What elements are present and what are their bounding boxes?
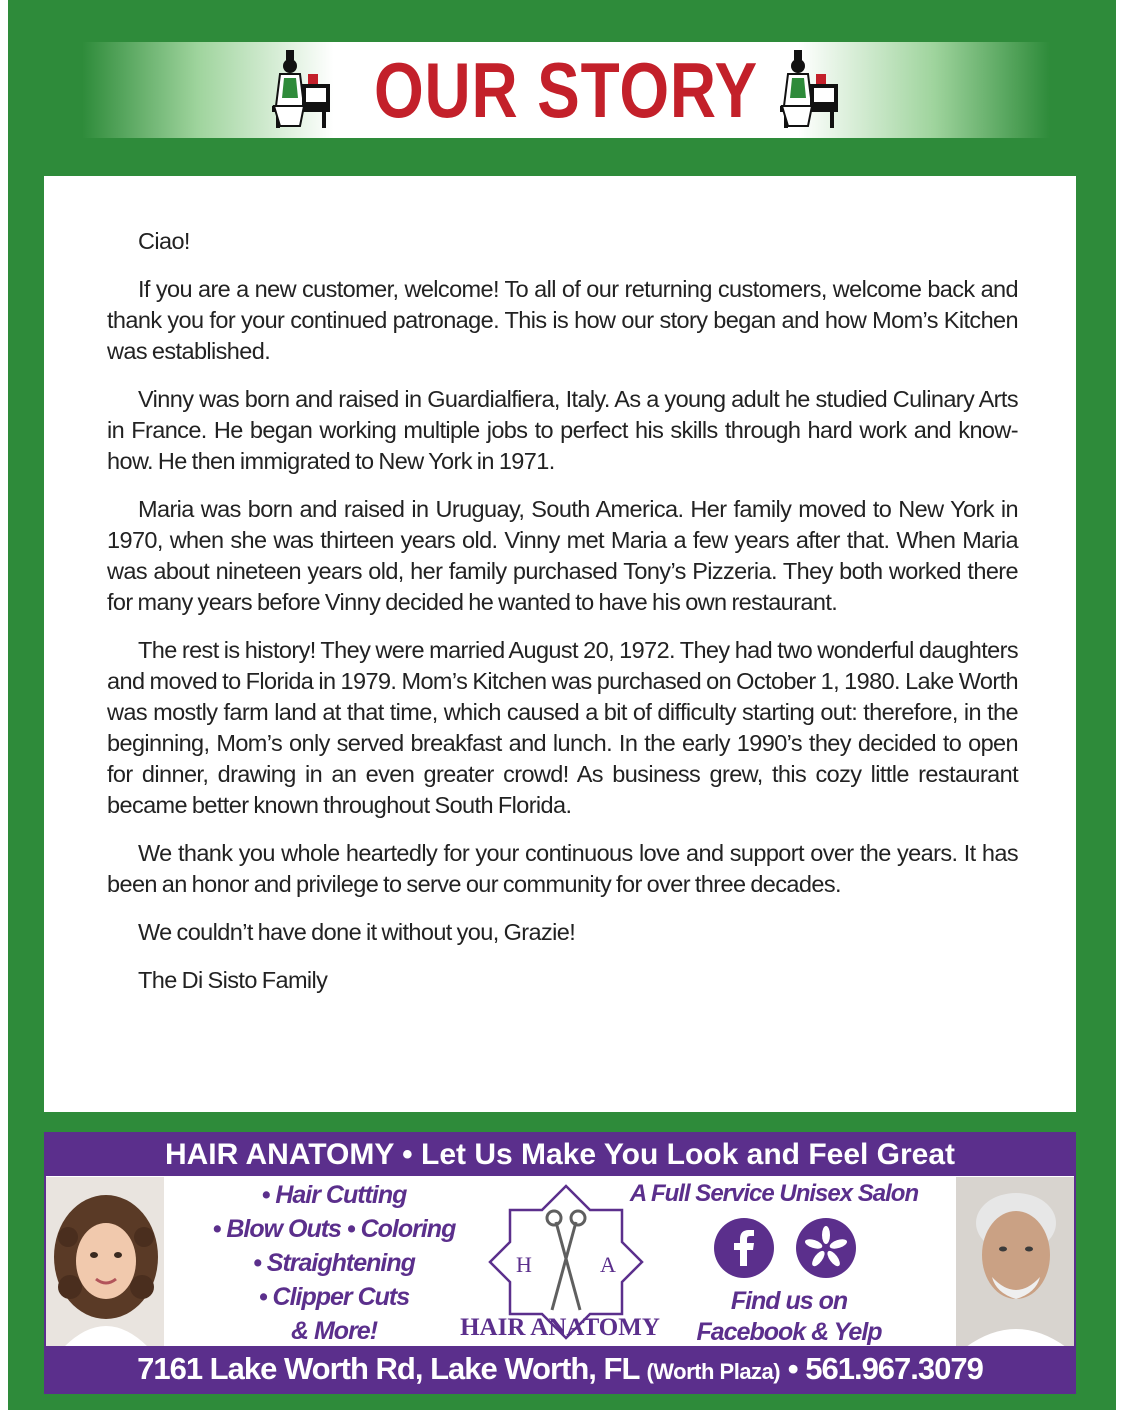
find-us-text bbox=[664, 1286, 914, 1348]
service-item: • Straightening bbox=[253, 1249, 415, 1277]
address: 7161 Lake Worth Rd, Lake Worth, FL bbox=[137, 1351, 639, 1386]
logo-name: HAIR ANATOMY bbox=[460, 1314, 660, 1341]
story-greeting: Ciao! bbox=[138, 228, 190, 254]
service-item: • Clipper Cuts bbox=[258, 1283, 410, 1311]
title-banner bbox=[82, 42, 1050, 138]
tagline: A Full Service Unisex Salon bbox=[629, 1180, 919, 1207]
services-list bbox=[184, 1178, 484, 1348]
facebook-icon[interactable] bbox=[714, 1218, 774, 1278]
story-box bbox=[44, 176, 1076, 1112]
yelp-icon[interactable] bbox=[796, 1218, 856, 1278]
story-paragraph: The rest is history! They were married August 20, 1972. They had two wonderful daughters and moved to Florida in 1979. Mom’s Kitchen was purchased on October 1, 1980. Lake Worth was mostly farm land at that time, which caused a bit of difficulty starting out: therefore, in the beginning, Mom’s only served breakfast and lunch. In the early 1990’s they decided to open for dinner, drawing in an even greater crowd! As business grew, this cozy little restaurant became better known throughout South Florida. bbox=[107, 637, 1018, 818]
phone-number[interactable]: 561.967.3079 bbox=[805, 1351, 983, 1386]
page-title: OUR STORY bbox=[373, 46, 759, 134]
service-item: • Hair Cutting bbox=[261, 1181, 407, 1209]
service-item: & More! bbox=[290, 1317, 378, 1345]
man-photo bbox=[956, 1177, 1074, 1347]
find-us-line: Facebook & Yelp bbox=[696, 1318, 882, 1346]
story-paragraph: We thank you whole heartedly for your continuous love and support over the years. It has been an honor and privilege to serve our community for over three decades. bbox=[107, 840, 1018, 897]
ad-header: HAIR ANATOMY • Let Us Make You Look and Feel Great bbox=[46, 1134, 1074, 1176]
story-paragraph: Vinny was born and raised in Guardialfiera, Italy. As a young adult he studied Culinary Arts in France. He began working multiple jobs to perfect his skills through hard work and know-how. He then immigrated to New York in 1971. bbox=[107, 386, 1018, 474]
service-item: • Blow Outs • Coloring bbox=[212, 1215, 456, 1243]
separator: • bbox=[787, 1351, 798, 1386]
logo-letter-left: H bbox=[516, 1252, 532, 1277]
woman-photo bbox=[46, 1177, 164, 1347]
story-signature: The Di Sisto Family bbox=[138, 967, 328, 993]
hair-anatomy-ad bbox=[44, 1132, 1076, 1394]
story-paragraph: If you are a new customer, welcome! To all of our returning customers, welcome back and thank you for your continued patronage. This is how our story began and how Mom’s Kitchen was established. bbox=[107, 276, 1018, 364]
story-text bbox=[107, 226, 1018, 1013]
find-us-line: Find us on bbox=[730, 1287, 848, 1315]
logo-letter-right: A bbox=[600, 1252, 616, 1277]
story-paragraph: Maria was born and raised in Uruguay, South America. Her family moved to New York in 1970, when she was thirteen years old. Vinny met Maria a few years after that. When Maria was about nineteen years old, her family purchased Tony’s Pizzeria. They both worked there for many years before Vinny decided he wanted to have his own restaurant. bbox=[107, 496, 1018, 615]
story-closing: We couldn’t have done it without you, Grazie! bbox=[138, 919, 576, 945]
address-note: (Worth Plaza) bbox=[646, 1359, 781, 1384]
ad-footer bbox=[46, 1346, 1074, 1392]
stove-cook-icon bbox=[772, 48, 842, 132]
